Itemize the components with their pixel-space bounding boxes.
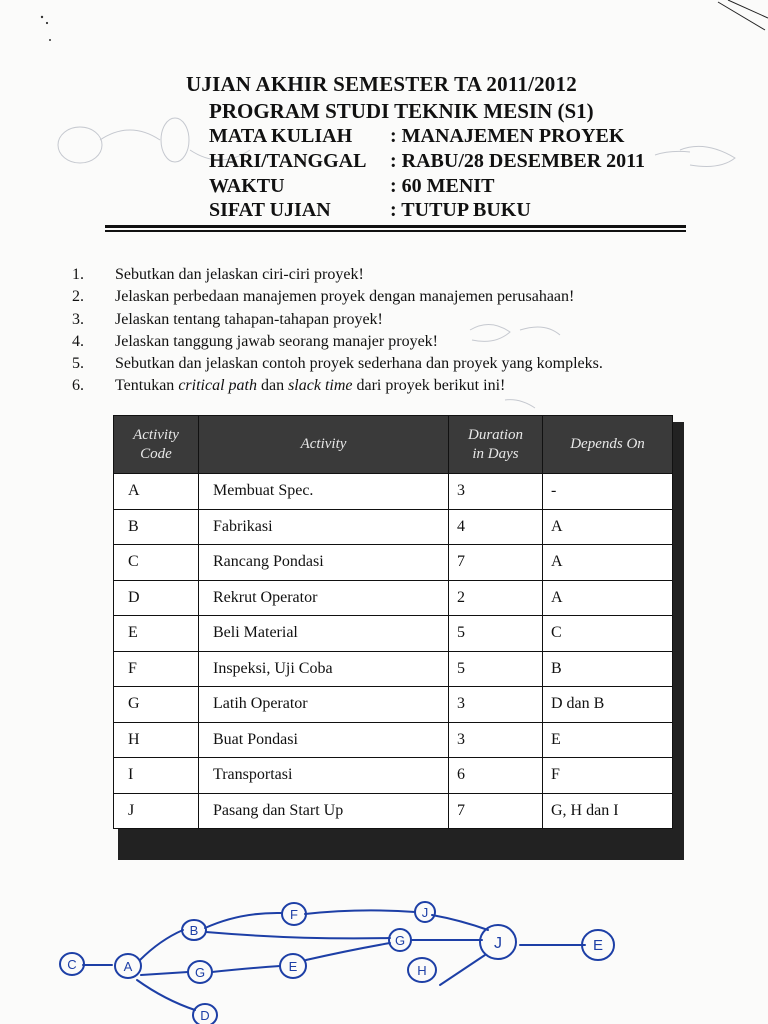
node-circle bbox=[280, 954, 306, 978]
cell-duration: 7 bbox=[449, 793, 543, 829]
table-row bbox=[114, 758, 673, 794]
meta-label: WAKTU bbox=[209, 175, 285, 197]
header-divider bbox=[105, 225, 686, 228]
cell-activity: Rancang Pondasi bbox=[199, 545, 449, 581]
node-label: F bbox=[290, 907, 298, 922]
cell-depends: E bbox=[543, 722, 673, 758]
node-label: G bbox=[394, 933, 406, 948]
cell-code: C bbox=[114, 545, 199, 581]
cell-depends: D dan B bbox=[543, 687, 673, 723]
node-circle bbox=[182, 920, 206, 940]
question-text-part: dan bbox=[256, 377, 289, 395]
node-circle bbox=[582, 930, 614, 960]
node-circle bbox=[415, 902, 435, 922]
cell-code: J bbox=[114, 793, 199, 829]
node-label: E bbox=[288, 959, 298, 974]
question-text: Jelaskan tentang tahapan-tahapan proyek! bbox=[115, 310, 383, 328]
cell-code: A bbox=[114, 474, 199, 510]
meta-value: : RABU/28 DESEMBER 2011 bbox=[390, 150, 646, 172]
cell-activity: Inspeksi, Uji Coba bbox=[199, 651, 449, 687]
node-label: C bbox=[67, 957, 77, 972]
cell-code: E bbox=[114, 616, 199, 652]
question-text: Jelaskan tanggung jawab seorang manajer proyek! bbox=[115, 332, 438, 350]
header-duration bbox=[449, 416, 543, 474]
meta-value: : TUTUP BUKU bbox=[390, 199, 531, 221]
question-number: 6. bbox=[72, 377, 84, 395]
cell-code: B bbox=[114, 509, 199, 545]
diagram-node-labels bbox=[67, 905, 603, 1023]
diagram-nodes bbox=[60, 902, 614, 1024]
cell-duration: 3 bbox=[449, 687, 543, 723]
meta-label: MATA KULIAH bbox=[209, 125, 353, 147]
question-item bbox=[72, 264, 732, 286]
node-circle bbox=[480, 925, 516, 959]
node-label: E bbox=[592, 937, 604, 954]
node-label: G bbox=[194, 965, 206, 980]
cell-depends: A bbox=[543, 580, 673, 616]
node-circle bbox=[408, 958, 436, 982]
table-row bbox=[114, 722, 673, 758]
term-slack-time: slack time bbox=[288, 377, 353, 395]
cell-code: G bbox=[114, 687, 199, 723]
node-label: B bbox=[189, 923, 199, 938]
cell-duration: 5 bbox=[449, 616, 543, 652]
question-number: 2. bbox=[72, 288, 84, 306]
node-label: H bbox=[417, 963, 427, 978]
meta-value: : MANAJEMEN PROYEK bbox=[390, 125, 625, 147]
table-row bbox=[114, 793, 673, 829]
cell-depends: - bbox=[543, 474, 673, 510]
cell-activity: Pasang dan Start Up bbox=[199, 793, 449, 829]
table-row bbox=[114, 509, 673, 545]
node-circle bbox=[188, 961, 212, 983]
question-item bbox=[72, 331, 732, 353]
program-name: PROGRAM STUDI TEKNIK MESIN (S1) bbox=[209, 99, 594, 123]
cell-depends: F bbox=[543, 758, 673, 794]
cell-activity: Beli Material bbox=[199, 616, 449, 652]
node-label: J bbox=[494, 935, 502, 952]
table-row bbox=[114, 651, 673, 687]
header-text: Duration bbox=[467, 426, 523, 443]
cell-activity: Membuat Spec. bbox=[199, 474, 449, 510]
header-activity: Activity bbox=[199, 416, 449, 474]
diagram-arrows bbox=[83, 910, 585, 1010]
question-number: 4. bbox=[72, 332, 84, 350]
node-label: D bbox=[200, 1008, 210, 1023]
cell-duration: 2 bbox=[449, 580, 543, 616]
cell-activity: Buat Pondasi bbox=[199, 722, 449, 758]
header-activity-code bbox=[114, 416, 199, 474]
cell-duration: 3 bbox=[449, 722, 543, 758]
question-number: 5. bbox=[72, 355, 84, 373]
meta-label: SIFAT UJIAN bbox=[209, 199, 331, 221]
term-critical-path: critical path bbox=[178, 377, 257, 395]
cell-duration: 5 bbox=[449, 651, 543, 687]
question-text: Jelaskan perbedaan manajemen proyek dengan manajemen perusahaan! bbox=[115, 288, 575, 306]
cell-code: I bbox=[114, 758, 199, 794]
table-row bbox=[114, 474, 673, 510]
table-row bbox=[114, 545, 673, 581]
cell-depends: B bbox=[543, 651, 673, 687]
node-circle bbox=[60, 953, 84, 975]
table-row bbox=[114, 687, 673, 723]
header-divider-thin bbox=[105, 230, 686, 232]
node-circle bbox=[282, 903, 306, 925]
cell-depends: A bbox=[543, 509, 673, 545]
cell-code: F bbox=[114, 651, 199, 687]
question-text: Sebutkan dan jelaskan contoh proyek sederhana dan proyek yang kompleks. bbox=[115, 355, 603, 373]
question-text: Sebutkan dan jelaskan ciri-ciri proyek! bbox=[115, 266, 364, 283]
cell-depends: G, H dan I bbox=[543, 793, 673, 829]
cell-duration: 3 bbox=[449, 474, 543, 510]
cell-duration: 7 bbox=[449, 545, 543, 581]
cell-activity: Fabrikasi bbox=[199, 509, 449, 545]
cell-code: D bbox=[114, 580, 199, 616]
question-text-part: Tentukan bbox=[115, 377, 179, 395]
question-list bbox=[72, 264, 732, 398]
question-item bbox=[72, 309, 732, 331]
header-text: Code bbox=[140, 445, 172, 462]
table-row bbox=[114, 616, 673, 652]
node-circle bbox=[389, 929, 411, 951]
question-item bbox=[72, 286, 732, 308]
node-circle bbox=[115, 954, 141, 978]
question-item bbox=[72, 375, 732, 397]
header-text: in Days bbox=[472, 445, 519, 462]
cell-activity: Transportasi bbox=[199, 758, 449, 794]
cell-depends: C bbox=[543, 616, 673, 652]
exam-title: UJIAN AKHIR SEMESTER TA 2011/2012 bbox=[186, 72, 577, 96]
activity-table bbox=[113, 415, 673, 829]
question-text bbox=[115, 375, 505, 397]
cell-duration: 4 bbox=[449, 509, 543, 545]
question-item bbox=[72, 353, 732, 375]
header-text: Activity bbox=[133, 426, 179, 443]
node-label: A bbox=[123, 959, 133, 974]
table-row bbox=[114, 580, 673, 616]
cell-activity: Rekrut Operator bbox=[199, 580, 449, 616]
question-number: 3. bbox=[72, 310, 84, 328]
meta-value: : 60 MENIT bbox=[390, 175, 495, 197]
node-label: J bbox=[421, 905, 429, 920]
cell-duration: 6 bbox=[449, 758, 543, 794]
question-number: 1. bbox=[72, 266, 84, 283]
question-text-part: dari proyek berikut ini! bbox=[352, 377, 506, 395]
header-depends-on: Depends On bbox=[543, 416, 673, 474]
cell-code: H bbox=[114, 722, 199, 758]
table-header-row bbox=[114, 416, 673, 474]
meta-label: HARI/TANGGAL bbox=[209, 150, 367, 172]
node-circle bbox=[193, 1004, 217, 1024]
cell-activity: Latih Operator bbox=[199, 687, 449, 723]
cell-depends: A bbox=[543, 545, 673, 581]
